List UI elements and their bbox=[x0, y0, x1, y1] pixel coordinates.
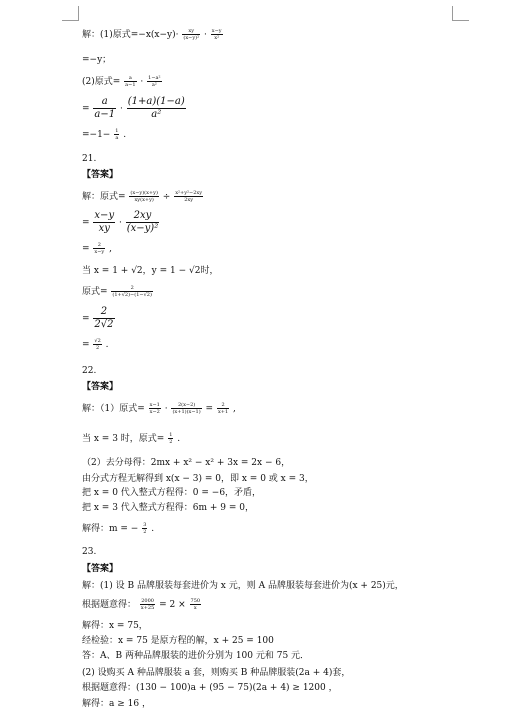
sol20-line-3: (2)原式= $\frac{a}{a-1}$ · $\frac{\text{1−a²}}{\text{a²}}$ bbox=[82, 75, 161, 88]
sol20-line-4: = $\frac{a}{a-1}$ · $\frac{(1+a)(1-a)}{\text{a²}}$ bbox=[82, 96, 185, 120]
fraction: $\frac{x-y}{\text{x²}}$ bbox=[211, 28, 222, 41]
fraction: $\frac{x-1}{x-2}$ bbox=[149, 402, 160, 415]
question-number-23: 23. bbox=[82, 547, 97, 557]
q22-line-2: 当 x = 3 时，原式= $\frac{1}{2}$ . bbox=[82, 432, 181, 445]
q21-line-1: 解：原式= $\frac{(x-y)(x+y)}{xy(x+y)}$ ÷ $\frac{\text{x²+y²−2xy}}{2xy}$ bbox=[82, 190, 203, 203]
q23-line-8: 解得：a ≥ 16 ， bbox=[82, 699, 151, 709]
fraction: $\frac{2}{2√2}$ bbox=[94, 306, 114, 330]
q23-line-4: 经检验：x = 75 是原方程的解，x + 25 = 100 bbox=[82, 636, 274, 646]
page-corner-mark-right bbox=[452, 6, 469, 21]
q21-line-4: 当 x = 1 + √2，y = 1 − √2时， bbox=[82, 266, 219, 276]
fraction: $\frac{1}{a}$ bbox=[115, 128, 119, 141]
q23-line-6: (2) 设购买 A 种品牌服装 a 套，则购买 B 种品牌服装(2a + 4)套， bbox=[82, 668, 351, 678]
q23-line-1: 解：(1) 设 B 品牌服装每套进价为 x 元，则 A 品牌服装每套进价为(x + 25)元， bbox=[82, 581, 404, 591]
answer-heading-23: 【答案】 bbox=[82, 564, 119, 574]
question-number-22: 22. bbox=[82, 366, 97, 376]
fraction: $\frac{2}{(1+√2)-(1-√2)}$ bbox=[112, 285, 152, 298]
q23-line-7: 根据题意得：(130 − 100)a + (95 − 75)(2a + 4) ≥ 1200 ， bbox=[82, 683, 338, 693]
q23-line-2: 根据题意得： $\frac{2000}{x+25}$ = 2 × $\frac{750}{x}$ bbox=[82, 598, 201, 611]
q21-line-7: = $\frac{√2}{2}$ . bbox=[82, 338, 109, 351]
fraction: $\frac{750}{x}$ bbox=[190, 598, 201, 611]
page-corner-mark-left bbox=[62, 6, 79, 21]
q22-line-6: 把 x = 3 代入整式方程得：6m + 9 = 0， bbox=[82, 503, 255, 513]
sol20-line-1: 解：(1)原式=−x(x−y)· $\frac{xy}{\text{(x−y)²}}$ · $\frac{x-y}{\text{x²}}$ bbox=[82, 28, 222, 41]
answer-heading-22: 【答案】 bbox=[82, 382, 119, 392]
q22-line-5: 把 x = 0 代入整式方程得：0 = −6，矛盾， bbox=[82, 488, 262, 498]
fraction: $\frac{x-y}{xy}$ bbox=[94, 210, 115, 234]
fraction: $\frac{(x-y)(x+y)}{xy(x+y)}$ bbox=[130, 190, 158, 203]
fraction: $\frac{a}{a-1}$ bbox=[94, 96, 116, 120]
fraction: $\frac{3}{2}$ bbox=[143, 522, 147, 535]
question-number-21: 21. bbox=[82, 154, 97, 164]
q21-line-6: = $\frac{2}{2√2}$ bbox=[82, 306, 114, 330]
fraction: $\frac{1}{2}$ bbox=[169, 432, 173, 445]
sol20-line-5: =−1− $\frac{1}{a}$ . bbox=[82, 128, 127, 141]
answer-heading-21: 【答案】 bbox=[82, 170, 119, 180]
fraction: $\frac{2000}{x+25}$ bbox=[140, 598, 155, 611]
q22-line-1: 解：（1）原式= $\frac{x-1}{x-2}$ · $\frac{2(x-2)}{(x+1)(x-1)}$ = $\frac{2}{x+1}$ , bbox=[82, 402, 236, 415]
fraction: $\frac{2}{x-y}$ bbox=[94, 242, 105, 255]
q22-line-7: 解得：m = − $\frac{3}{2}$ . bbox=[82, 522, 155, 535]
q23-line-5: 答：A、B 两种品牌服装的进价分别为 100 元和 75 元． bbox=[82, 651, 310, 661]
fraction: $\frac{2xy}{\text{(x−y)²}}$ bbox=[126, 210, 159, 234]
fraction: $\frac{(1+a)(1-a)}{\text{a²}}$ bbox=[127, 96, 185, 120]
q23-line-3: 解得：x = 75， bbox=[82, 621, 148, 631]
fraction: $\frac{2}{x+1}$ bbox=[217, 402, 229, 415]
q21-line-2: = $\frac{x-y}{xy}$ · $\frac{2xy}{\text{(x−y)²}}$ bbox=[82, 210, 159, 234]
fraction: $\frac{a}{a-1}$ bbox=[125, 75, 136, 88]
fraction: $\frac{\text{x²+y²−2xy}}{2xy}$ bbox=[175, 190, 203, 203]
fraction: $\frac{√2}{2}$ bbox=[94, 338, 101, 351]
fraction: $\frac{\text{1−a²}}{\text{a²}}$ bbox=[148, 75, 161, 88]
sol20-line-2: =−y； bbox=[82, 55, 112, 65]
q22-line-3: （2）去分母得：2mx + x² − x² + 3x = 2x − 6， bbox=[82, 458, 291, 468]
fraction: $\frac{xy}{\text{(x−y)²}}$ bbox=[183, 28, 200, 41]
q22-line-4: 由分式方程无解得到 x(x − 3) = 0，即 x = 0 或 x = 3， bbox=[82, 474, 314, 484]
fraction: $\frac{2(x-2)}{(x+1)(x-1)}$ bbox=[172, 402, 201, 415]
q21-line-3: = $\frac{2}{x-y}$ , bbox=[82, 242, 113, 255]
q21-line-5: 原式= $\frac{2}{(1+√2)-(1-√2)}$ bbox=[82, 285, 152, 298]
